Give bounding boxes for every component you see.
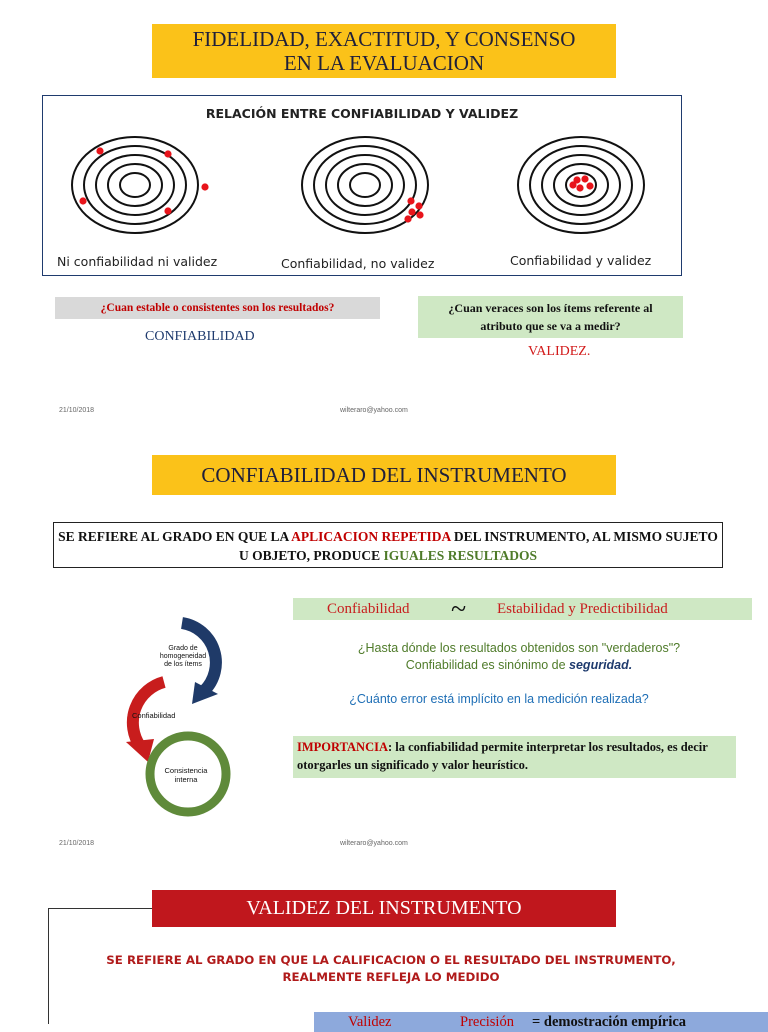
security-prefix: Confiabilidad es sinónimo de — [405, 658, 570, 672]
definition-highlight-repeated: APLICACION REPETIDA — [291, 529, 451, 544]
reliability-validity-figure — [42, 95, 682, 276]
banner-empirical: = demostración empírica — [532, 1014, 687, 1030]
target-2-dot — [404, 215, 411, 222]
target-2-dot — [408, 208, 415, 215]
definition-part2: DEL INSTRUMENTO, AL MISMO SUJETO U OBJETO, PRODUCE — [239, 529, 718, 563]
slide1-title-line1: FIDELIDAD, EXACTITUD, Y CONSENSO — [192, 27, 576, 51]
reliability-label: CONFIABILIDAD — [145, 329, 255, 344]
target-2-svg — [301, 135, 431, 235]
target-reliability-no-validity — [301, 135, 431, 235]
definition-part1: SE REFIERE AL GRADO EN QUE LA — [58, 529, 292, 544]
validity-definition-line1: SE REFIERE AL GRADO EN QUE LA CALIFICACION O EL RESULTADO DEL INSTRUMENTO, — [106, 953, 676, 967]
target-1-dot — [96, 147, 103, 154]
slide2-footer-email: wilteraro@yahoo.com — [340, 840, 408, 847]
target-reliability-and-validity — [517, 135, 647, 235]
target-1-svg — [71, 135, 211, 235]
cycle-item-reliability: Confiabilidad — [132, 711, 176, 720]
importance-text: : la confiabilidad permite interpretar los resultados, es decir otorgarles un significado y valor heurístico. — [297, 740, 708, 772]
banner-validity: Validez — [348, 1014, 392, 1030]
target-2-caption: Confiabilidad, no validez — [281, 256, 435, 271]
reliability-question: ¿Cuan estable o consistentes son los resultados? — [55, 297, 380, 319]
slide1-footer-email: wilteraro@yahoo.com — [340, 407, 408, 414]
reliability-cycle-diagram — [112, 612, 242, 827]
cycle-item-internal-consistency: Consistencia interna — [164, 766, 208, 784]
validity-definition — [64, 952, 718, 986]
target-2-dot — [415, 202, 422, 209]
question-truthfulness — [293, 640, 745, 674]
cycle-item-homogeneity: Grado de homogeneidad de los ítems — [159, 645, 207, 668]
validity-definition-line2: REALMENTE REFLEJA LO MEDIDO — [282, 970, 500, 984]
target-1-dot — [201, 183, 208, 190]
target-3-dot — [581, 175, 588, 182]
reliability-stability-banner — [293, 594, 752, 625]
slide2-title: CONFIABILIDAD DEL INSTRUMENTO — [152, 455, 616, 495]
validity-question: ¿Cuan veraces son los ítems referente al atributo que se va a medir? — [418, 296, 683, 338]
question-truthfulness-line1: ¿Hasta dónde los resultados obtenidos son "verdaderos"? — [357, 641, 681, 655]
banner-precision: Precisión — [460, 1014, 514, 1030]
target-2-dot — [407, 197, 414, 204]
slide1-title — [152, 24, 616, 78]
slide1-footer-date: 21/10/2018 — [59, 407, 95, 414]
target-1-caption: Ni confiabilidad ni validez — [57, 254, 218, 269]
slide2-footer-date: 21/10/2018 — [59, 840, 95, 847]
importance-box — [293, 736, 736, 778]
target-3-dot — [576, 184, 583, 191]
target-1-dot — [164, 207, 171, 214]
question-truthfulness-line2 — [293, 657, 745, 674]
target-1-dot — [79, 197, 86, 204]
target-3-svg — [517, 135, 647, 235]
banner-reliability: Confiabilidad — [327, 601, 410, 617]
target-2-dot — [416, 211, 423, 218]
question-error: ¿Cuánto error está implícito en la medición realizada? — [349, 692, 649, 706]
figure-title: RELACIÓN ENTRE CONFIABILIDAD Y VALIDEZ — [205, 106, 519, 121]
reliability-definition — [53, 522, 723, 568]
target-1-dot — [164, 150, 171, 157]
banner-tilde-symbol: ~ — [451, 594, 467, 625]
slide3-title: VALIDEZ DEL INSTRUMENTO — [152, 890, 616, 927]
definition-highlight-results: IGUALES RESULTADOS — [383, 548, 537, 563]
validity-label: VALIDEZ. — [528, 344, 591, 359]
banner-stability: Estabilidad y Predictibilidad — [497, 601, 668, 617]
slide1-title-line2: EN LA EVALUACION — [283, 51, 485, 75]
target-3-dot — [586, 182, 593, 189]
target-3-dot — [569, 181, 576, 188]
validity-precision-banner — [314, 1012, 768, 1032]
target-no-reliability-no-validity — [71, 135, 211, 235]
importance-label: IMPORTANCIA — [297, 740, 388, 754]
target-3-caption: Confiabilidad y validez — [510, 253, 652, 268]
security-emphasis: seguridad. — [569, 658, 633, 672]
